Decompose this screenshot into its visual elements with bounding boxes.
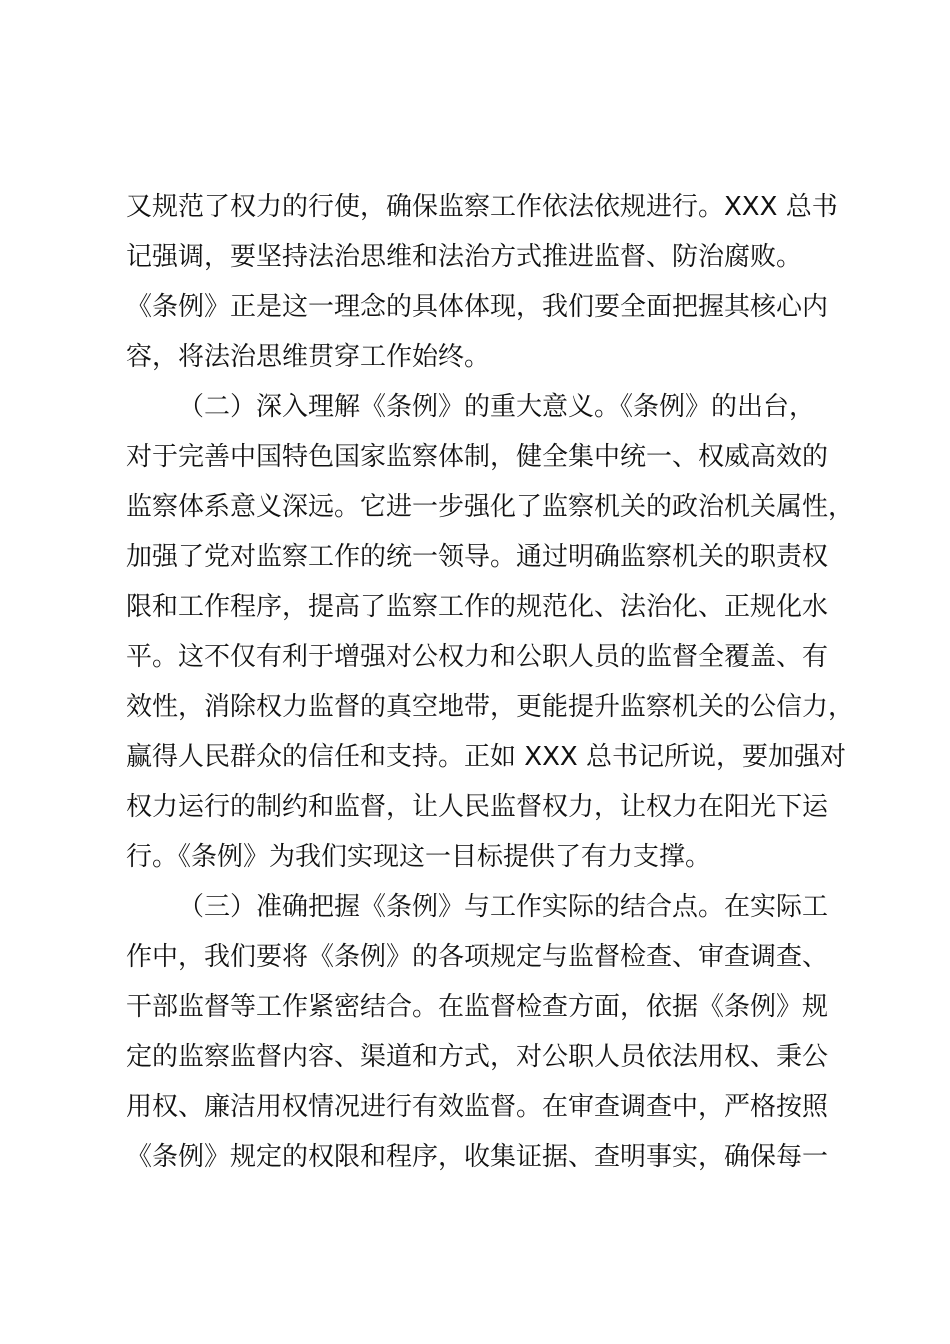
text-line: 权力运行的制约和监督，让人民监督权力，让权力在阳光下运 xyxy=(126,792,829,822)
text-line: 效性，消除权力监督的真空地带，更能提升监察机关的公信力， xyxy=(126,692,855,722)
text-line: 作中，我们要将《条例》的各项规定与监督检查、审查调查、 xyxy=(126,942,829,972)
text-line: 定的监察监督内容、渠道和方式，对公职人员依法用权、秉公 xyxy=(126,1042,829,1072)
text-line: 容，将法治思维贯穿工作始终。 xyxy=(126,342,491,372)
text-line: 用权、廉洁用权情况进行有效监督。在审查调查中，严格按照 xyxy=(126,1092,829,1122)
document-body xyxy=(126,182,866,1182)
text-line: 加强了党对监察工作的统一领导。通过明确监察机关的职责权 xyxy=(126,542,829,572)
text-line: 对于完善中国特色国家监察体制，健全集中统一、权威高效的 xyxy=(126,442,829,472)
text-line: （二）深入理解《条例》的重大意义。《条例》的出台， xyxy=(178,392,816,422)
text-line: 限和工作程序，提高了监察工作的规范化、法治化、正规化水 xyxy=(126,592,829,622)
text-line: 平。这不仅有利于增强对公权力和公职人员的监督全覆盖、有 xyxy=(126,642,829,672)
text-line: 监察体系意义深远。它进一步强化了监察机关的政治机关属性， xyxy=(126,492,855,522)
text-line: 干部监督等工作紧密结合。在监督检查方面，依据《条例》规 xyxy=(126,992,829,1022)
text-line: 行。《条例》为我们实现这一目标提供了有力支撑。 xyxy=(126,842,712,872)
text-line: 《条例》正是这一理念的具体体现，我们要全面把握其核心内 xyxy=(126,292,829,322)
text-line: 《条例》规定的权限和程序，收集证据、查明事实，确保每一 xyxy=(126,1142,829,1172)
text-line: 记强调，要坚持法治思维和法治方式推进监督、防治腐败。 xyxy=(126,242,803,272)
text-line: （三）准确把握《条例》与工作实际的结合点。在实际工 xyxy=(178,892,829,922)
text-line: 又规范了权力的行使，确保监察工作依法依规进行。XXX 总书 xyxy=(126,192,838,222)
text-line: 赢得人民群众的信任和支持。正如 XXX 总书记所说，要加强对 xyxy=(126,742,846,772)
